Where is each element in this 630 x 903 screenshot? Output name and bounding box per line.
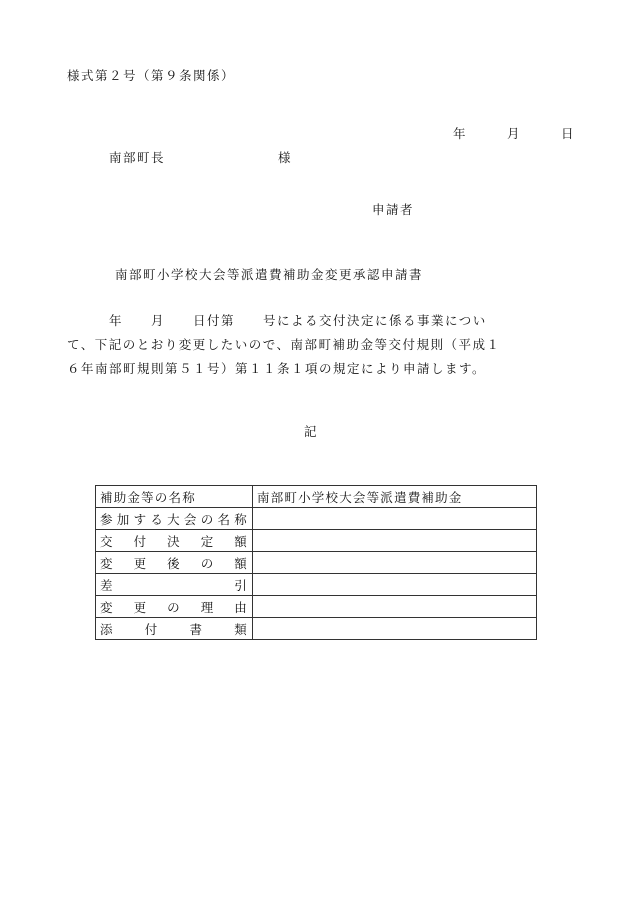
table-row (96, 486, 537, 508)
row-label: 補助金等の名称 (96, 486, 253, 508)
row-label: 参加する大会の名称 (96, 508, 253, 530)
ki-heading: 記 (304, 424, 319, 439)
date-line (442, 109, 575, 142)
row-label: 変更の理由 (96, 596, 253, 618)
applicant-label: 申請者 (372, 202, 415, 217)
row-value (253, 530, 537, 552)
row-label: 差引 (96, 574, 253, 596)
addressee (98, 133, 292, 166)
table-row (96, 508, 537, 530)
items-table (95, 485, 537, 640)
body-line: 年 月 日付第 号による交付決定に係る事業につい (67, 313, 487, 328)
table-row (96, 618, 537, 640)
table-row (96, 596, 537, 618)
row-value (253, 508, 537, 530)
table-row (96, 530, 537, 552)
row-value (253, 596, 537, 618)
row-value (253, 574, 537, 596)
addressee-honorific: 様 (277, 150, 292, 165)
row-label: 交付決定額 (96, 530, 253, 552)
body-text (67, 309, 557, 381)
table-row (96, 552, 537, 574)
addressee-name: 南部町長 (108, 150, 165, 165)
row-value (253, 552, 537, 574)
date-year: 年 (452, 126, 467, 141)
row-value: 南部町小学校大会等派遣費補助金 (253, 486, 537, 508)
row-value (253, 618, 537, 640)
date-day: 日 (560, 126, 575, 141)
form-number: 様式第２号（第９条関係） (67, 68, 236, 83)
row-label: 添付書類 (96, 618, 253, 640)
document-title: 南部町小学校大会等派遣費補助金変更承認申請書 (115, 267, 424, 282)
body-line: て、下記のとおり変更したいので、南部町補助金等交付規則（平成１ (67, 337, 501, 352)
row-label: 変更後の額 (96, 552, 253, 574)
table-row (96, 574, 537, 596)
date-month: 月 (506, 126, 521, 141)
body-line: ６年南部町規則第５１号）第１１条１項の規定により申請します。 (67, 361, 487, 376)
